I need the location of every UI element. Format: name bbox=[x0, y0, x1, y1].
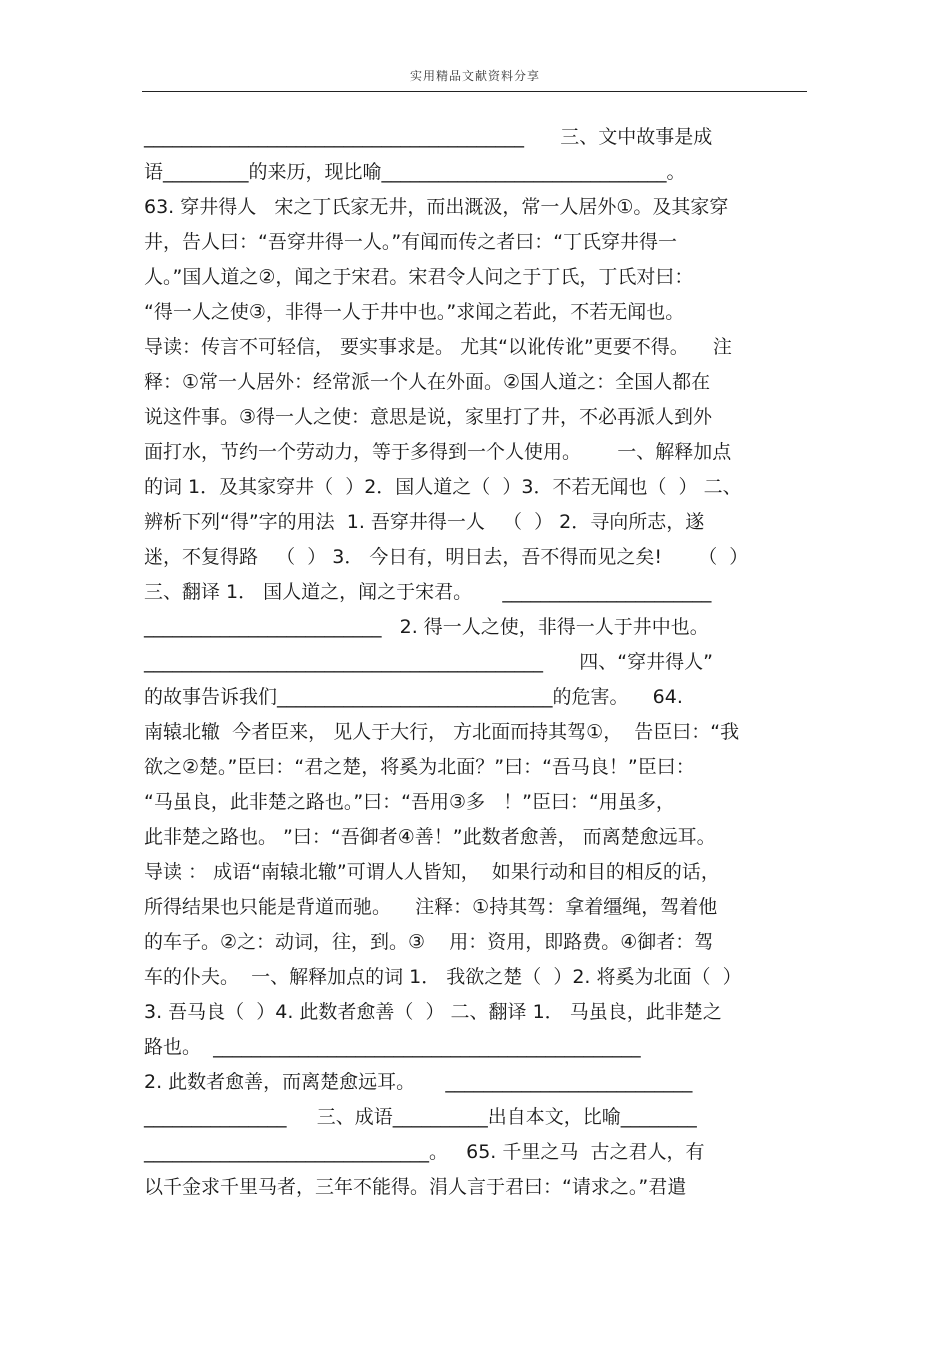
text-line: 所得结果也只能是背道而驰。 注释：①持其驾：拿着缰绳，驾着他 bbox=[144, 896, 718, 918]
text-line: “得一人之使③，非得一人于井中也。”求闻之若此，不若无闻也。 bbox=[144, 301, 685, 323]
text-line: 迷，不复得路 （ ） 3． 今日有，明日去，吾不得而见之矣! （ ） bbox=[144, 546, 749, 568]
text-line: 车的仆夫。 一、解释加点的词 1． 我欲之楚（ ）2. 将奚为北面（ ） bbox=[144, 966, 742, 988]
text-line: 人。”国人道之②，闻之于宋君。宋君令人问之于丁氏，丁氏对曰： bbox=[144, 266, 694, 288]
text-line: 说这件事。③得一人之使：意思是说，家里打了井，不必再派人到外 bbox=[144, 406, 713, 428]
text-line: 辨析下列“得”字的用法 1. 吾穿井得一人 （ ） 2．寻向所志，遂 bbox=[144, 511, 705, 533]
page-header-title: 实用精品文献资料分享 bbox=[409, 69, 540, 83]
text-line: __________________________________________ 四、“穿井得人” bbox=[144, 651, 713, 673]
text-line: 语_________的来历，现比喻______________________________。 bbox=[144, 161, 686, 183]
text-line: 欲之②楚。”臣曰：“君之楚，将奚为北面？”曰：“吾马良！”臣曰： bbox=[144, 756, 695, 778]
text-line: 路也。 _____________________________________________ bbox=[144, 1036, 641, 1058]
text-line: 63. 穿井得人 宋之丁氏家无井，而出溉汲，常一人居外①。及其家穿 bbox=[144, 196, 729, 218]
text-line: _______________ 三、成语__________出自本文，比喻________ bbox=[144, 1106, 697, 1128]
header-divider bbox=[142, 91, 807, 92]
text-line: 井，告人曰：“吾穿井得一人。”有闻而传之者曰：“丁氏穿井得一 bbox=[144, 231, 678, 253]
text-line: 面打水，节约一个劳动力，等于多得到一个人使用。 一、解释加点 bbox=[144, 441, 732, 463]
text-line: 的车子。②之：动词，往，到。③ 用：资用，即路费。④御者：驾 bbox=[144, 931, 714, 953]
text-line: 3. 吾马良（ ）4. 此数者愈善（ ） 二、翻译 1． 马虽良，此非楚之 bbox=[144, 1001, 722, 1023]
text-line: ______________________________。 65. 千里之马 古之君人，有 bbox=[144, 1141, 705, 1163]
document-body bbox=[144, 120, 809, 1205]
text-line: _________________________ 2. 得一人之使，非得一人于井中也。 bbox=[144, 616, 709, 638]
text-line: “马虽良，此非楚之路也。”曰：“吾用③多 ！”臣曰：“用虽多， bbox=[144, 791, 675, 813]
text-line: 以千金求千里马者，三年不能得。涓人言于君曰：“请求之。”君遣 bbox=[144, 1176, 687, 1198]
text-line: 三、翻译 1． 国人道之，闻之于宋君。 ______________________ bbox=[144, 581, 712, 603]
text-line: 的故事告诉我们_____________________________的危害。 64. bbox=[144, 686, 683, 708]
text-line: 释：①常一人居外：经常派一个人在外面。②国人道之：全国人都在 bbox=[144, 371, 711, 393]
text-line: 导读：传言不可轻信， 要实事求是。 尤其“以讹传讹”更要不得。 注 bbox=[144, 336, 732, 358]
text-line: ________________________________________ 三、文中故事是成 bbox=[144, 126, 713, 148]
text-line: 2. 此数者愈善，而离楚愈远耳。 __________________________ bbox=[144, 1071, 693, 1093]
text-line: 导读 ： 成语“南辕北辙”可谓人人皆知， 如果行动和目的相反的话， bbox=[144, 861, 720, 883]
text-line: 南辕北辙 今者臣来， 见人于大行， 方北面而持其驾①， 告臣曰：“我 bbox=[144, 721, 740, 743]
text-line: 此非楚之路也。 ”曰：“吾御者④善！”此数者愈善， 而离楚愈远耳。 bbox=[144, 826, 716, 848]
text-line: 的词 1．及其家穿井（ ）2．国人道之（ ）3．不若无闻也（ ） 二、 bbox=[144, 476, 742, 498]
